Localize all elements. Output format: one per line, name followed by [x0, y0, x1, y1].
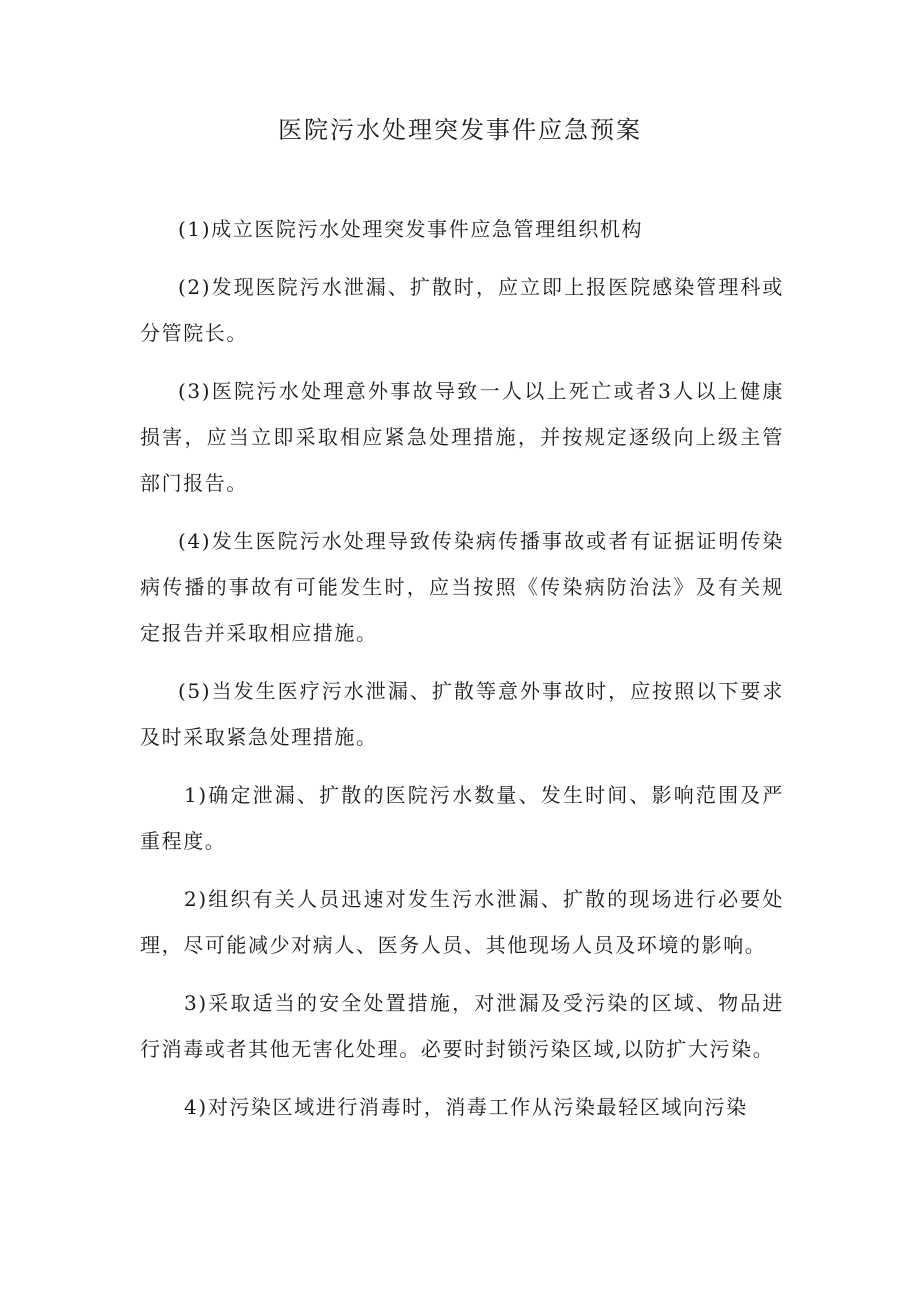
- document-body: [140, 206, 784, 1142]
- paragraph-sub-3: 3)采取适当的安全处置措施，对泄漏及受污染的区域、物品进行消毒或者其他无害化处理。必要时封锁污染区域,以防扩大污染。: [140, 991, 784, 1061]
- paragraph-1: (1)成立医院污水处理突发事件应急管理组织机构: [178, 217, 644, 241]
- paragraph-sub-1: 1)确定泄漏、扩散的医院污水数量、发生时间、影响范围及严重程度。: [140, 783, 784, 853]
- paragraph-sub-4: 4)对污染区域进行消毒时，消毒工作从污染最轻区域向污染: [184, 1095, 748, 1119]
- paragraph-4: (4)发生医院污水处理导致传染病传播事故或者有证据证明传染病传播的事故有可能发生时，应当按照《传染病防治法》及有关规定报告并采取相应措施。: [140, 529, 784, 645]
- paragraph-3: (3)医院污水处理意外事故导致一人以上死亡或者3人以上健康损害，应当立即采取相应紧急处理措施，并按规定逐级向上级主管部门报告。: [140, 379, 784, 495]
- paragraph-5: (5)当发生医疗污水泄漏、扩散等意外事故时，应按照以下要求及时采取紧急处理措施。: [140, 679, 784, 749]
- paragraph-2: (2)发现医院污水泄漏、扩散时，应立即上报医院感染管理科或分管院长。: [140, 275, 784, 345]
- paragraph-sub-2: 2)组织有关人员迅速对发生污水泄漏、扩散的现场进行必要处理，尽可能减少对病人、医务人员、其他现场人员及环境的影响。: [140, 887, 784, 957]
- document-title: 医院污水处理突发事件应急预案: [278, 116, 642, 144]
